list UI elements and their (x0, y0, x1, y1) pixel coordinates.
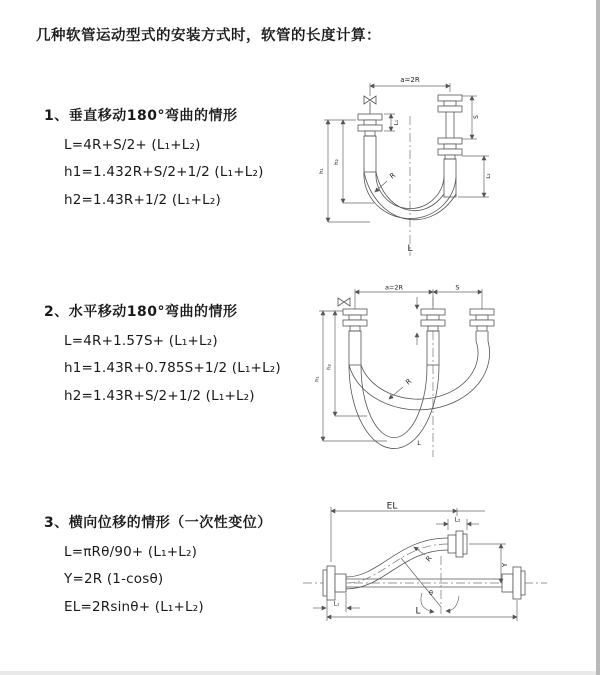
label-radius: R (388, 171, 398, 181)
formula-el: EL=2Rsinθ+ (L₁+L₂) (64, 598, 204, 615)
braided-hose-left (349, 331, 361, 365)
label-length: L (407, 244, 413, 254)
dim-label-s: S (455, 283, 460, 292)
dimension-l1 (384, 114, 400, 131)
braided-hose-left (364, 136, 376, 172)
dimension-length (327, 600, 517, 621)
label-angle: θ (429, 589, 433, 597)
dim-label-l1: L₁ (333, 600, 340, 608)
right-flange (502, 567, 525, 599)
dim-label-h1: h₁ (315, 376, 321, 382)
formula-length: L=πRθ/90+ (L₁+L₂) (64, 543, 198, 560)
dim-label-y: Y (501, 562, 509, 568)
left-flange (358, 114, 382, 136)
diagram-lateral-displacement-drawing (300, 500, 555, 650)
formula-h1: h1=1.43R+0.785S+1/2 (L₁+L₂) (64, 360, 281, 376)
angle-theta (401, 556, 459, 614)
radius-leader (389, 377, 413, 399)
dim-label-h2: h₂ (326, 364, 333, 370)
dimension-l1 (313, 593, 360, 612)
dim-label-width: a=2R (384, 283, 404, 292)
dim-label-s: S (473, 115, 480, 119)
formula-y: Y=2R (1-cosθ) (64, 571, 164, 587)
dim-label-l2: L₂ (454, 516, 461, 524)
middle-flange (421, 309, 445, 331)
dimension-l2 (436, 517, 479, 531)
dim-label-h1: h₁ (319, 168, 325, 174)
dimension-l2 (458, 156, 492, 197)
section-3-heading: 3、横向位移的情形（一次性变位） (44, 515, 272, 531)
dimension-width (355, 284, 482, 310)
label-length: L (415, 606, 421, 617)
section-lateral-displacement (44, 512, 272, 615)
hose-displaced (346, 538, 448, 589)
valve-icon (338, 298, 350, 306)
braided-hose-right (444, 159, 456, 197)
diagram-lateral-displacement (300, 500, 555, 650)
right-flange (470, 309, 494, 341)
dim-label-h2: h₂ (334, 159, 340, 165)
left-flange (343, 309, 367, 331)
diagram-horizontal-bend (315, 283, 530, 463)
section-horizontal-movement (44, 301, 281, 404)
label-length: L (417, 439, 421, 447)
right-flange-upper (438, 95, 462, 138)
dim-label-el: EL (386, 501, 398, 512)
dim-label-width: a=2R (400, 76, 420, 84)
section-vertical-movement (44, 105, 264, 208)
document-title: 几种软管运动型式的安装方式时，软管的长度计算： (36, 28, 381, 44)
right-flange-lower (438, 138, 462, 159)
section-2-heading: 2、水平移动180°弯曲的情形 (44, 304, 238, 320)
label-radius: R (404, 377, 414, 387)
formula-length: L=4R+1.57S+ (L₁+L₂) (64, 332, 218, 349)
diagram-vertical-bend-drawing (312, 70, 517, 260)
left-flange (323, 566, 346, 600)
dimension-s (462, 96, 480, 139)
hose-curves (349, 341, 490, 449)
dim-label-l2: L₂ (486, 173, 492, 179)
valve-icon (364, 96, 376, 114)
formula-h2: h2=1.43R+S/2+1/2 (L₁+L₂) (64, 387, 255, 404)
dimension-width (370, 76, 450, 96)
dimension-h1 (319, 120, 370, 222)
diagram-vertical-bend (312, 70, 517, 260)
formula-length: L=4R+S/2+ (L₁+L₂) (64, 136, 201, 153)
formula-h2: h2=1.43R+1/2 (L₁+L₂) (64, 191, 221, 208)
label-radius: R (424, 554, 434, 564)
radius-leader (414, 547, 434, 563)
dim-label-l1: L₁ (394, 119, 400, 126)
displaced-flange (448, 531, 467, 557)
diagram-horizontal-bend-drawing (315, 283, 530, 463)
formula-h1: h1=1.432R+S/2+1/2 (L₁+L₂) (64, 164, 264, 180)
section-1-heading: 1、垂直移动180°弯曲的情形 (44, 108, 238, 124)
